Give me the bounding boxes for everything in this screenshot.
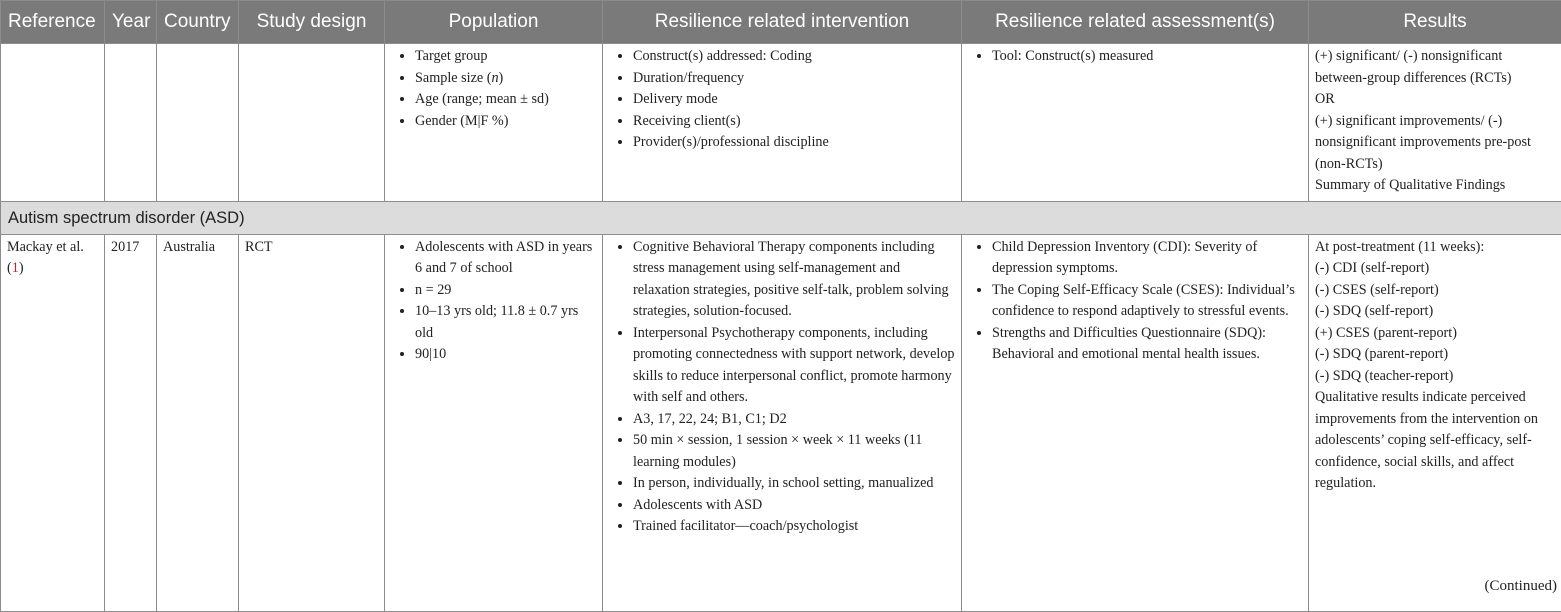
study-reference: Mackay et al. (1) — [1, 234, 105, 611]
list-item: • Child Depression Inventory (CDI): Severity of depression symptoms. — [992, 237, 1302, 280]
study-reference-text: Mackay et al. — [7, 239, 84, 255]
results-line: (-) SDQ (parent-report) — [1315, 344, 1555, 366]
legend-design-cell — [239, 44, 385, 202]
legend-country-cell — [157, 44, 239, 202]
header-row — [1, 1, 1561, 44]
legend-row — [1, 44, 1561, 202]
results-line: (-) SDQ (self-report) — [1315, 301, 1555, 323]
legend-population-list — [391, 46, 596, 132]
legend-year-cell — [105, 44, 157, 202]
list-item: • 10–13 yrs old; 11.8 ± 0.7 yrs old — [415, 301, 596, 344]
list-item: • 90|10 — [415, 344, 596, 366]
study-country: Australia — [157, 234, 239, 611]
list-item: • Cognitive Behavioral Therapy components including stress management using self-management and relaxation strategies, positive self-talk, problem solving strategies, solution-focused. — [633, 237, 955, 323]
list-item: • Construct(s) addressed: Coding — [633, 46, 955, 68]
legend-intervention-cell — [603, 44, 962, 202]
study-results-cell — [1309, 234, 1561, 611]
legend-results-line: (+) significant/ (-) nonsignificant between-group differences (RCTs) — [1315, 46, 1555, 89]
list-item: • Sample size (n) — [415, 68, 596, 90]
study-design: RCT — [239, 234, 385, 611]
list-item: • In person, individually, in school setting, manualized — [633, 473, 955, 495]
list-item: • Duration/frequency — [633, 68, 955, 90]
study-assessment-list — [968, 237, 1302, 366]
continued-note: (Continued) — [1485, 578, 1558, 595]
list-item: • 50 min × session, 1 session × week × 11 weeks (11 learning modules) — [633, 430, 955, 473]
legend-results-line: (+) significant improvements/ (-) nonsignificant improvements pre-post (non-RCTs) — [1315, 111, 1555, 176]
list-item: • Provider(s)/professional discipline — [633, 132, 955, 154]
header-study-design: Study design — [239, 1, 385, 44]
results-line: (-) CDI (self-report) — [1315, 258, 1555, 280]
results-line: At post-treatment (11 weeks): — [1315, 237, 1555, 259]
list-item: • Tool: Construct(s) measured — [992, 46, 1302, 68]
study-population-list — [391, 237, 596, 366]
section-title: Autism spectrum disorder (ASD) — [1, 201, 1561, 234]
list-item: • Adolescents with ASD in years 6 and 7 of school — [415, 237, 596, 280]
study-intervention-cell — [603, 234, 962, 611]
legend-results-line: OR — [1315, 89, 1555, 111]
legend-results-cell — [1309, 44, 1561, 202]
results-line: Qualitative results indicate perceived improvements from the intervention on adolescents’ coping self-efficacy, self-confidence, social skills, and affect regulation. — [1315, 387, 1555, 495]
list-item: • n = 29 — [415, 280, 596, 302]
results-line: (-) CSES (self-report) — [1315, 280, 1555, 302]
legend-results-line: Summary of Qualitative Findings — [1315, 175, 1555, 197]
list-item: • Gender (M|F %) — [415, 111, 596, 133]
legend-assessment-cell — [962, 44, 1309, 202]
header-reference: Reference — [1, 1, 105, 44]
study-year: 2017 — [105, 234, 157, 611]
list-item: • Age (range; mean ± sd) — [415, 89, 596, 111]
list-item: • A3, 17, 22, 24; B1, C1; D2 — [633, 409, 955, 431]
list-item: • The Coping Self-Efficacy Scale (CSES): Individual’s confidence to respond adaptively to stressful events. — [992, 280, 1302, 323]
header-year: Year — [105, 1, 157, 44]
study-population-cell — [385, 234, 603, 611]
legend-population-cell — [385, 44, 603, 202]
table-row — [1, 234, 1561, 611]
list-item: • Delivery mode — [633, 89, 955, 111]
list-item: • Receiving client(s) — [633, 111, 955, 133]
study-assessment-cell — [962, 234, 1309, 611]
legend-reference-cell — [1, 44, 105, 202]
legend-intervention-list — [609, 46, 955, 154]
list-item: • Interpersonal Psychotherapy components, including promoting connectedness with support network, develop skills to reduce interpersonal conflict, promote harmony with self and others. — [633, 323, 955, 409]
study-intervention-list — [609, 237, 955, 538]
results-line: (+) CSES (parent-report) — [1315, 323, 1555, 345]
header-assessment: Resilience related assessment(s) — [962, 1, 1309, 44]
list-item: • Target group — [415, 46, 596, 68]
results-line: (-) SDQ (teacher-report) — [1315, 366, 1555, 388]
list-item: • Trained facilitator—coach/psychologist — [633, 516, 955, 538]
header-results: Results — [1309, 1, 1561, 44]
list-item: • Adolescents with ASD — [633, 495, 955, 517]
citation-link[interactable]: 1 — [12, 260, 19, 276]
header-country: Country — [157, 1, 239, 44]
section-row — [1, 201, 1561, 234]
legend-assessment-list — [968, 46, 1302, 68]
header-population: Population — [385, 1, 603, 44]
header-intervention: Resilience related intervention — [603, 1, 962, 44]
list-item: • Strengths and Difficulties Questionnaire (SDQ): Behavioral and emotional mental health issues. — [992, 323, 1302, 366]
